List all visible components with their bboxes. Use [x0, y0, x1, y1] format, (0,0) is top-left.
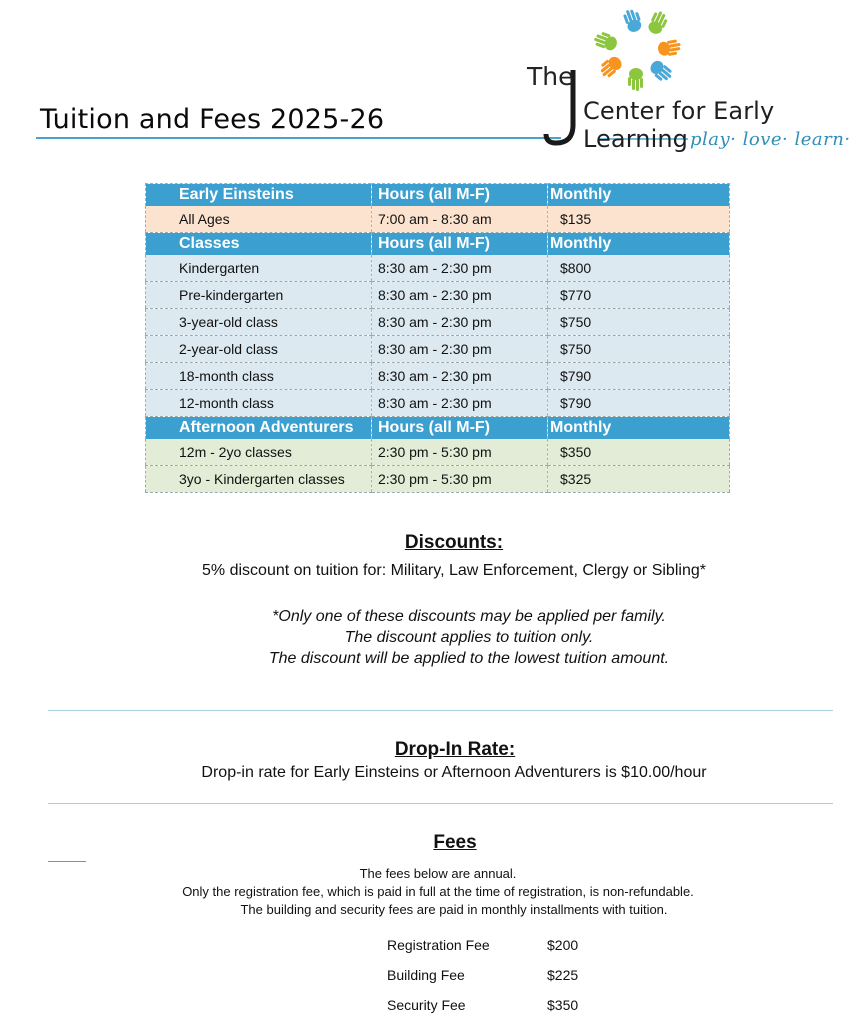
fee-amount: $225 — [547, 967, 579, 983]
hours-cell: 8:30 am - 2:30 pm — [372, 282, 548, 309]
monthly-header: Monthly — [548, 233, 730, 256]
monthly-header: Monthly — [548, 184, 730, 207]
table-row — [146, 439, 730, 466]
monthly-cell: $790 — [548, 363, 730, 390]
fees-line-1: The fees below are annual. — [359, 866, 517, 881]
hours-cell: 2:30 pm - 5:30 pm — [372, 439, 548, 466]
fees-heading: Fees — [433, 832, 477, 853]
hours-header: Hours (all M-F) — [372, 417, 548, 440]
section-name: Afternoon Adventurers — [146, 417, 372, 440]
monthly-cell: $750 — [548, 336, 730, 363]
table-row — [146, 309, 730, 336]
fee-amount: $350 — [547, 997, 579, 1013]
hours-header: Hours (all M-F) — [372, 233, 548, 256]
class-name: 3-year-old class — [146, 309, 372, 336]
discounts-text: 5% discount on tuition for: Military, Law Enforcement, Clergy or Sibling* — [202, 562, 706, 579]
hours-cell: 7:00 am - 8:30 am — [372, 206, 548, 233]
fees-table — [380, 930, 578, 1020]
table-row — [146, 363, 730, 390]
class-name: Pre-kindergarten — [146, 282, 372, 309]
fee-row — [380, 930, 578, 960]
title-underline — [36, 137, 561, 139]
hours-header: Hours (all M-F) — [372, 184, 548, 207]
fee-name: Building Fee — [387, 967, 465, 983]
fees-line-3: The building and security fees are paid in monthly installments with tuition. — [240, 902, 668, 917]
handprint-ring-icon — [592, 7, 682, 91]
page-title: Tuition and Fees 2025-26 — [40, 104, 385, 135]
dropin-heading: Drop-In Rate: — [394, 739, 516, 760]
fees-marker — [48, 861, 86, 862]
table-row — [146, 336, 730, 363]
monthly-cell: $770 — [548, 282, 730, 309]
class-name: 12-month class — [146, 390, 372, 417]
section-name: Early Einsteins — [146, 184, 372, 207]
class-name: 3yo - Kindergarten classes — [146, 466, 372, 493]
logo-tagline: play· love· learn· — [690, 129, 851, 150]
discounts-heading: Discounts: — [404, 532, 504, 553]
fees-line-2: Only the registration fee, which is paid in full at the time of registration, is non-refundable. — [182, 884, 694, 899]
fee-name: Registration Fee — [387, 937, 490, 953]
divider — [48, 710, 833, 711]
fee-row — [380, 990, 578, 1020]
discount-note-3: The discount will be applied to the lowest tuition amount. — [268, 650, 670, 667]
hours-cell: 8:30 am - 2:30 pm — [372, 390, 548, 417]
fee-amount: $200 — [547, 937, 579, 953]
fee-name: Security Fee — [387, 997, 466, 1013]
hours-cell: 8:30 am - 2:30 pm — [372, 255, 548, 282]
monthly-cell: $790 — [548, 390, 730, 417]
hours-cell: 8:30 am - 2:30 pm — [372, 309, 548, 336]
discount-note-1: *Only one of these discounts may be applied per family. — [272, 608, 666, 625]
tuition-table — [145, 183, 730, 493]
table-row — [146, 255, 730, 282]
logo-the: The — [527, 62, 574, 91]
monthly-cell: $800 — [548, 255, 730, 282]
logo-center-name: Center for Early Learning — [583, 97, 775, 153]
section-header-row — [146, 417, 730, 440]
monthly-cell: $325 — [548, 466, 730, 493]
fee-row — [380, 960, 578, 990]
hours-cell: 2:30 pm - 5:30 pm — [372, 466, 548, 493]
section-header-row — [146, 184, 730, 207]
section-name: Classes — [146, 233, 372, 256]
hours-cell: 8:30 am - 2:30 pm — [372, 363, 548, 390]
section-header-row — [146, 233, 730, 256]
table-row — [146, 390, 730, 417]
class-name: Kindergarten — [146, 255, 372, 282]
divider — [48, 803, 833, 804]
monthly-cell: $350 — [548, 439, 730, 466]
monthly-cell: $135 — [548, 206, 730, 233]
monthly-cell: $750 — [548, 309, 730, 336]
discount-note-2: The discount applies to tuition only. — [344, 629, 594, 646]
table-row — [146, 206, 730, 233]
class-name: 12m - 2yo classes — [146, 439, 372, 466]
table-row — [146, 466, 730, 493]
class-name: All Ages — [146, 206, 372, 233]
dropin-text: Drop-in rate for Early Einsteins or Afternoon Adventurers is $10.00/hour — [201, 764, 707, 781]
class-name: 2-year-old class — [146, 336, 372, 363]
class-name: 18-month class — [146, 363, 372, 390]
monthly-header: Monthly — [548, 417, 730, 440]
hours-cell: 8:30 am - 2:30 pm — [372, 336, 548, 363]
table-row — [146, 282, 730, 309]
